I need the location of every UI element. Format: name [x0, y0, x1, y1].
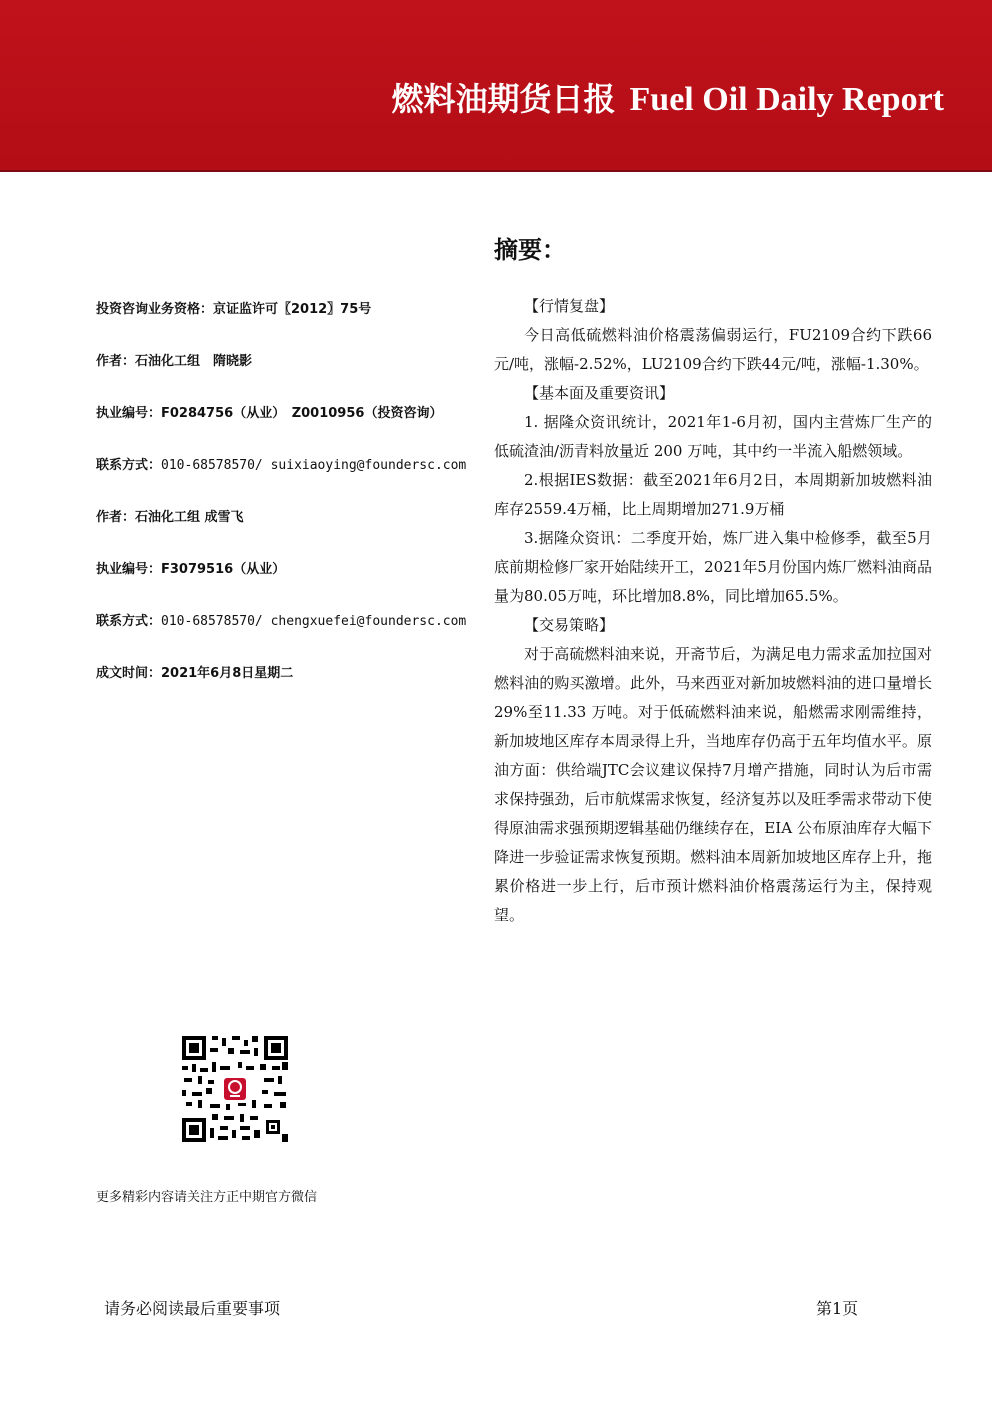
author-line-1: 作者：石油化工组 隋晓影 [96, 354, 253, 369]
contact-value-2: 010-68578570/ chengxuefei@foundersc.com [161, 614, 467, 629]
report-title-cn: 燃料油期货日报 [391, 80, 616, 118]
header-divider [0, 170, 992, 172]
contact-label-2: 联系方式： [96, 614, 162, 629]
contact-line-2 [96, 612, 476, 664]
section-title-fundamentals: 【基本面及重要资讯】 [524, 384, 675, 402]
report-title [392, 74, 944, 120]
fundamentals-paragraph-3: 3.据隆众资讯：二季度开始，炼厂进入集中检修季，截至5月底前期检修厂家开始陆续开工，2021年5月份国内炼厂燃料油商品量为80.05万吨，环比增加8.8%，同比增加65.5%。 [494, 529, 932, 605]
summary-title: 摘要： [494, 236, 566, 264]
strategy-paragraph: 对于高硫燃料油来说，开斋节后，为满足电力需求孟加拉国对燃料油的购买激增。此外，马来西亚对新加坡燃料油的进口量增长29%至11.33 万吨。对于低硫燃料油来说，船燃需求刚需维持，新加坡地区库存本周录得上升，当地库存仍高于五年均值水平。原油方面：供给端JTC会议建议保持7月增产措施，同时认为后市需求保持强劲，后市航煤需求恢复，经济复苏以及旺季需求带动下使得原油需求强预期逻辑基础仍继续存在，EIA 公布原油库存大幅下降进一步验证需求恢复预期。燃料油本周新加坡地区库存上升，拖累价格进一步上行，后市预计燃料油价格震荡运行为主，保持观望。 [494, 645, 932, 924]
report-title-en: Fuel Oil Daily Report [629, 81, 944, 118]
date-line: 成文时间：2021年6月8日星期二 [96, 666, 294, 681]
page-number: 第1页 [816, 1299, 859, 1318]
contact-line-1 [96, 456, 476, 508]
contact-label-1: 联系方式： [96, 458, 162, 473]
section-title-strategy: 【交易策略】 [524, 616, 615, 634]
section-title-market-review: 【行情复盘】 [524, 297, 615, 315]
contact-value-1: 010-68578570/ suixiaoying@foundersc.com [161, 458, 467, 473]
license-line-2: 执业编号：F3079516（从业） [96, 562, 286, 577]
market-review-paragraph: 今日高低硫燃料油价格震荡偏弱运行，FU2109合约下跌66元/吨，涨幅-2.52%，LU2109合约下跌44元/吨，涨幅-1.30%。 [494, 326, 932, 373]
qr-caption: 更多精彩内容请关注方正中期官方微信 [96, 1190, 318, 1205]
summary-body [494, 292, 932, 930]
qualification-line: 投资咨询业务资格：京证监许可〖2012〗75号 [96, 302, 372, 317]
qr-code-icon [180, 1034, 290, 1144]
fundamentals-paragraph-2: 2.根据IES数据：截至2021年6月2日，本周期新加坡燃料油库存2559.4万桶，比上周期增加271.9万桶 [494, 471, 932, 518]
footer-notice: 请务必阅读最后重要事项 [104, 1299, 281, 1318]
author-line-2: 作者：石油化工组 成雪飞 [96, 510, 244, 525]
fundamentals-paragraph-1: 1. 据隆众资讯统计，2021年1-6月初，国内主营炼厂生产的低硫渣油/沥青料放量近 200 万吨，其中约一半流入船燃领域。 [494, 413, 932, 460]
author-info [96, 300, 476, 716]
license-line-1: 执业编号：F0284756（从业） Z0010956（投资咨询） [96, 406, 443, 421]
